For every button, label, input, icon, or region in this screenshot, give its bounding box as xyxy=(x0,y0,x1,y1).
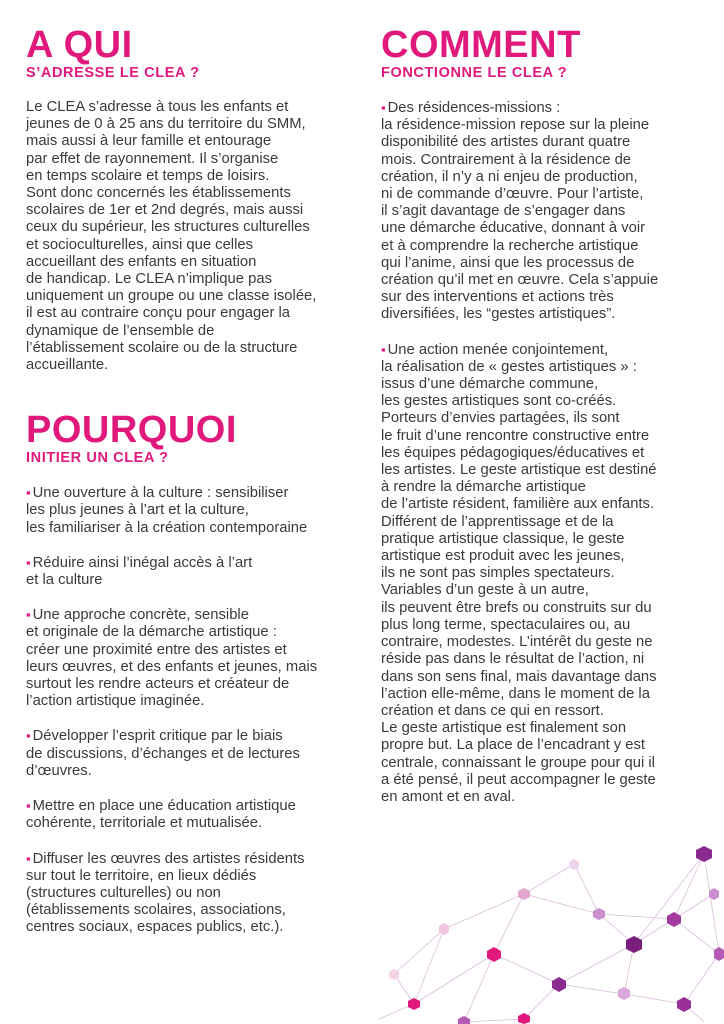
node-icon xyxy=(696,846,712,862)
node-icon xyxy=(458,1016,470,1024)
who-body: Le CLEA s’adresse à tous les enfants et jeunes de 0 à 25 ans du territoire du SMM, mais aussi à leur famille et entourage par effet de rayonnement. Il s’organise en temps scolaire et temps de loisirs. Sont donc concernés les établissements scolaires de 1er et 2nd degrés, mais aussi ceux du supérieur, les structures culturelles et socioculturelles, ainsi que celles accueillant des enfants en situation de handicap. Le CLEA n’implique pas uniquement un groupe ou une classe isolée, il est au contraire conçu pour engager la dynamique de l’ensemble de l’établissement scolaire ou de la structure accueillante. xyxy=(26,99,317,374)
node-icon xyxy=(569,859,579,870)
list-item xyxy=(26,727,344,780)
node-icon xyxy=(408,998,420,1010)
list-item xyxy=(26,850,344,937)
how-section xyxy=(381,26,699,806)
bullet-icon: ▪ xyxy=(381,341,386,357)
bullet-icon: ▪ xyxy=(381,100,386,115)
who-subtitle: S’ADRESSE LE CLEA ? xyxy=(26,65,200,81)
node-icon xyxy=(667,912,681,927)
who-section xyxy=(26,26,344,374)
list-item-text: Développer l’esprit critique par le biais de discussions, d’échanges et de lectures d’œuvres. xyxy=(26,728,300,779)
list-item-text: Une action menée conjointement, la réalisation de « gestes artistiques » : issus d’une démarche commune, les gestes artistiques sont co-créés. Porteurs d’envies partagées, ils sont le fruit d’une rencontre constructive entre les équipes pédagogiques/éducatives et les artistes. Le geste artistique est destiné à rendre la démarche artistique de l’artiste résident, familière aux enfants. Différent de l’apprentissage et de la pratique artistique classique, le geste artistique est produit avec les jeunes, ils ne sont pas simples spectateurs. Variables d’un geste à un autre, ils peuvent être brefs ou construits sur du plus long terme, spectaculaires ou, au contraire, modestes. L’intérêt du geste ne réside pas dans le résultat de l’action, ni dans son sens final, mais davantage dans l’action elle-même, dans le moment de la création et dans ce qui en ressort. Le geste artistique est finalement son propre but. La place de l’encadrant y est centrale, connaissant le groupe pour qui il a été pensé, il peut accompagner le geste en amont et en aval. xyxy=(381,341,657,805)
bullet-icon: ▪ xyxy=(26,607,31,623)
bullet-icon: ▪ xyxy=(26,798,31,814)
list-item xyxy=(381,99,699,324)
bullet-icon: ▪ xyxy=(26,485,31,501)
how-list xyxy=(381,99,699,806)
list-item-text: Une ouverture à la culture : sensibiliser les plus jeunes à l’art et la culture, les familiariser à la création contemporaine xyxy=(26,485,308,536)
list-item-text: Réduire ainsi l’inégal accès à l’art et la culture xyxy=(26,554,253,589)
list-item xyxy=(26,606,344,710)
why-subtitle: INITIER UN CLEA ? xyxy=(26,450,169,467)
why-title: POURQUOI xyxy=(26,409,237,452)
node-icon xyxy=(439,923,449,935)
list-item xyxy=(26,797,344,832)
list-item-text: Mettre en place une éducation artistique cohérente, territoriale et mutualisée. xyxy=(26,798,296,832)
node-icon xyxy=(552,977,566,992)
list-item xyxy=(26,484,344,537)
left-column xyxy=(26,26,344,937)
bullet-icon: ▪ xyxy=(26,728,31,744)
list-item-text: Diffuser les œuvres des artistes résidents sur tout le territoire, en lieux dédiés (structures culturelles) ou non (établissements scolaires, associations, centres sociaux, espaces publics, etc.). xyxy=(26,850,305,936)
node-icon xyxy=(626,936,642,953)
network-decoration-icon xyxy=(374,834,724,1024)
how-title: COMMENT xyxy=(381,24,581,66)
why-list xyxy=(26,484,344,936)
who-title: A QUI xyxy=(26,24,133,66)
node-icon xyxy=(487,947,501,962)
node-icon xyxy=(593,908,605,920)
how-subtitle: FONCTIONNE LE CLEA ? xyxy=(381,65,568,81)
bullet-icon: ▪ xyxy=(26,554,31,570)
node-icon xyxy=(677,997,691,1012)
list-item xyxy=(381,341,699,806)
node-icon xyxy=(618,987,630,1000)
bullet-icon: ▪ xyxy=(26,850,31,866)
list-item xyxy=(26,554,344,589)
why-section xyxy=(26,411,344,936)
list-item-text: Une approche concrète, sensible et originale de la démarche artistique : créer une proximité entre des artistes et leurs œuvres, et des enfants et jeunes, mais surtout les rendre acteurs et créateur de l’action artistique imaginée. xyxy=(26,607,318,710)
node-icon xyxy=(518,888,530,900)
list-item-text: Des résidences-missions : la résidence-mission repose sur la pleine disponibilité des artistes durant quatre mois. Contrairement à la résidence de création, il n’y a ni enjeu de production, ni de commande d’œuvre. Pour l’artiste, il s’agit davantage de s’engager dans une démarche éducative, donnant à voir et à comprendre la recherche artistique qui l’anime, ainsi que les processus de création qu’il met en œuvre. Cela s’appuie sur des interventions et actions très diversifiées, les “gestes artistiques”. xyxy=(381,100,659,323)
right-column xyxy=(381,26,699,806)
